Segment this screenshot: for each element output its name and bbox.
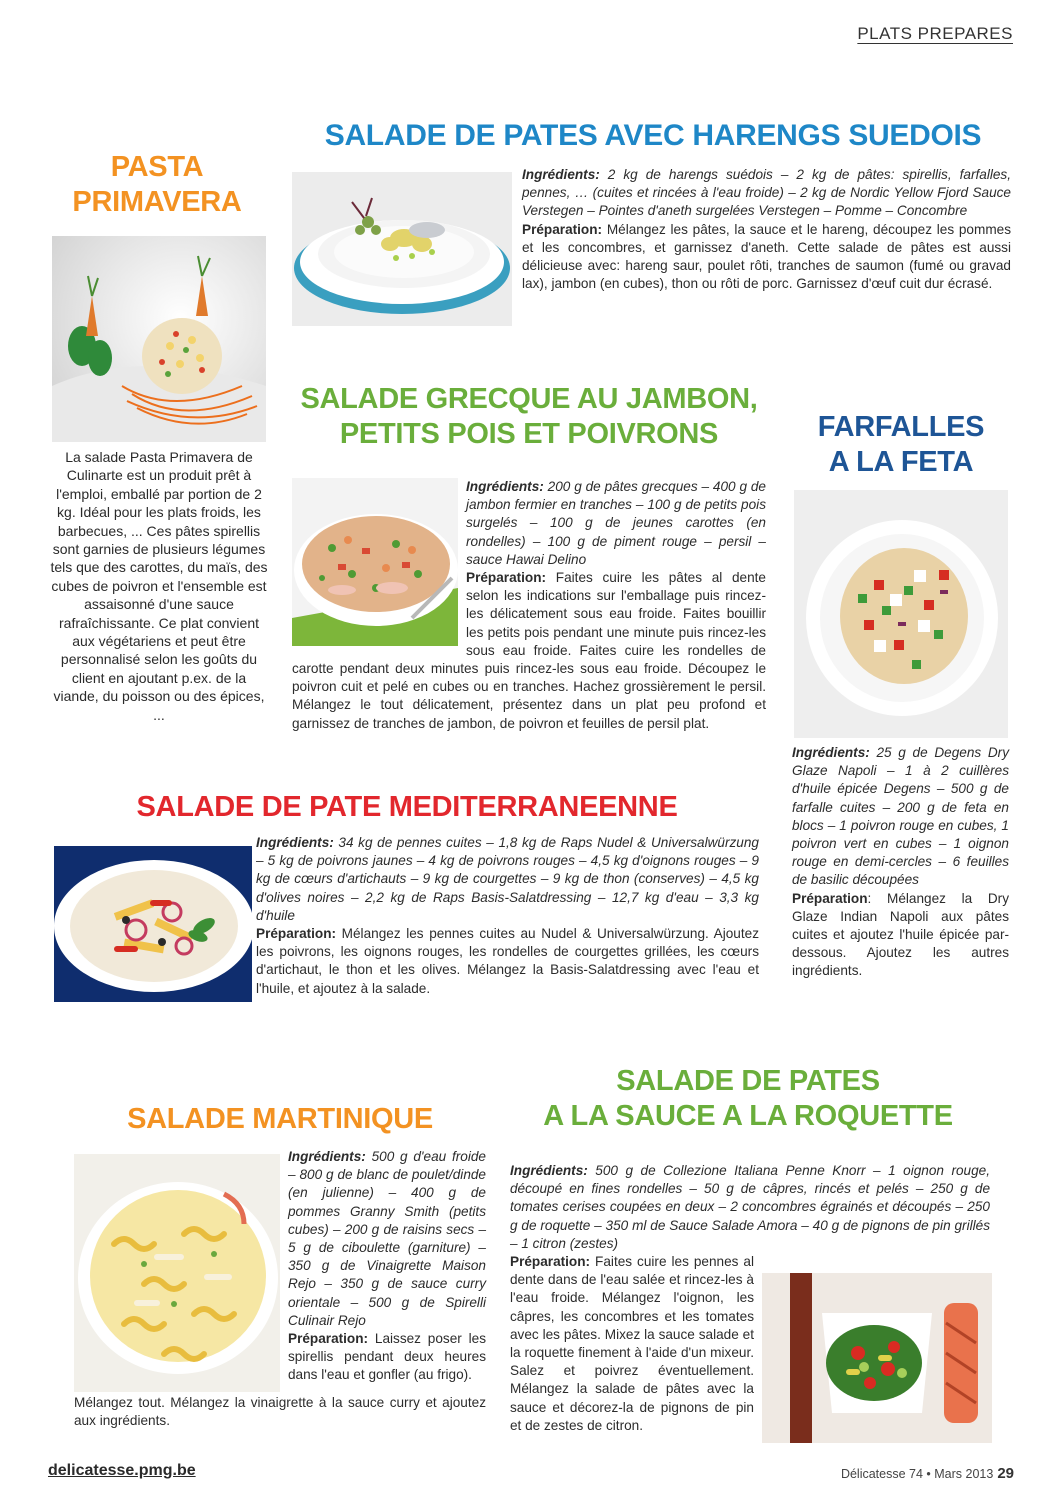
harengs-preparation-value: Mélangez les pâtes, la sauce et le hareng, découpez les pommes et les concombres, et garnissez d'aneth. Cette salade de pâtes est aussi délicieuse avec: hareng saur, poulet rôti, tranches de saumon (fumé ou gravad lax), jambon (en cubes), thon ou rôti de porc. Garnissez d'œuf cuit dur écrasé.	[522, 221, 1011, 292]
martinique-photo	[74, 1154, 280, 1392]
primavera-title	[62, 150, 252, 221]
grecque-text	[292, 478, 766, 733]
roquette-ingredients	[510, 1162, 990, 1253]
section-tag: PLATS PREPARES	[857, 24, 1013, 43]
roquette-ingredients-value: 500 g de Collezione Italiana Penne Knorr – 1 oignon rouge, découpé en fines rondelles – 50 g de câpres, rincés et pelés – 250 g de tomates cerises coupées en deux – 2 concombres égrainés et découpés – 250 g de roquette – 350 ml de Sauce Salade Amora – 40 g de pignons de pin grillés – 1 citron (zestes)	[510, 1163, 990, 1251]
feta-photo	[794, 490, 1008, 738]
feta-photo-image	[794, 490, 1008, 738]
feta-ingredients-value: 25 g de Degens Dry Glaze Napoli – 1 à 2 cuillères d'huile épicée Degens – 500 g de farfalle cuites – 200 g de feta en blocs – 1 poivron rouge en cubes, 1 poivron vert en cubes – 1 oignon rouge en demi-cercles – 6 feuilles de basilic découpées	[792, 745, 1009, 888]
feta-preparation-value: : Mélangez la Dry Glaze Indian Napoli aux pâtes cuites et ajoutez l'huile épicée par-dessous. Ajoutez les autres ingrédients.	[792, 890, 1009, 979]
feta-preparation-label: Préparation	[792, 890, 868, 906]
martinique-preparation-cont: Mélangez tout. Mélangez la vinaigrette à la sauce curry et ajoutez aux ingrédients.	[74, 1395, 486, 1429]
grecque-ingredients-label: Ingrédients:	[466, 479, 544, 494]
harengs-ingredients-label: Ingrédients:	[522, 167, 600, 182]
roquette-preparation	[510, 1253, 990, 1435]
feta-title	[796, 410, 1006, 481]
harengs-ingredients	[522, 166, 1011, 221]
martinique-ingredients-value: 500 g d'eau froide – 800 g de blanc de poulet/dinde (en julienne) – 400 g de pommes Granny Smith (petits cubes) – 200 g de raisins secs – 5 g de ciboulette (garniture) – 350 g de Vinaigrette Maison Rejo – 350 g de sauce curry orientale – 500 g de Spirelli Culinair Rejo	[288, 1149, 486, 1328]
roquette-title-line1: SALADE DE PATES	[616, 1065, 880, 1097]
grecque-ingredients-value: 200 g de pâtes grecques – 400 g de jambon fermier en tranches – 100 g de petits pois surgelés – 100 g de jeunes carottes (en rondelles) – 100 g de piment rouge – persil – sauce Hawai Delino	[466, 479, 766, 567]
grecque-title-line1: SALADE GRECQUE AU JAMBON,	[300, 383, 758, 415]
mediterraneenne-ingredients-value: 34 kg de pennes cuites – 1,8 kg de Raps Nudel & Universalwürzung – 5 kg de poivrons jaunes – 4 kg de poivrons rouges – 4,5 kg d'oignons rouges – 9 kg de cœurs d'artichauts – 9 kg de courgettes – 9 kg de thon (conserves) – 4,5 kg d'olives noires – 2,2 kg de Raps Basis-Salatdressing – 12,7 kg d'eau – 3,3 kg d'huile	[256, 835, 759, 923]
feta-title-line1: FARFALLES	[817, 411, 985, 443]
feta-ingredients	[792, 744, 1009, 890]
primavera-text: La salade Pasta Primavera de Culinarte est un produit prêt à l'emploi, emballé par portion de 2 kg. Idéal pour les plats froids, les barbecues, ... Ces pâtes spirellis sont garnies de plusieurs légumes tels que des carottes, du maïs, des cubes de poivron et l'ensemble est assaisonné d'une sauce rafraîchissante. Ce plat convient aux végétariens et peut être personnalisé selon les goûts du client en ajoutant p.ex. de la viande, du poisson ou des épices, ...	[50, 449, 268, 723]
page-number: 29	[997, 1465, 1014, 1482]
harengs-ingredients-value: 2 kg de harengs suédois – 2 kg de pâtes: spirellis, farfalles, pennes, … (cuites et rincées à l'eau froide) – 2 kg de Nordic Yellow Fjord Sauce Verstegen – Pointes d'aneth surgelées Verstegen – Pomme – Concombre	[522, 167, 1011, 219]
primavera-photo	[52, 236, 266, 442]
mediterraneenne-preparation-label: Préparation:	[256, 926, 337, 942]
roquette-title-line2: A LA SAUCE A LA ROQUETTE	[543, 1100, 953, 1133]
mediterraneenne-title: SALADE DE PATE MEDITERRANEENNE	[136, 791, 678, 823]
roquette-preparation-label: Préparation:	[510, 1254, 591, 1270]
martinique-title: SALADE MARTINIQUE	[127, 1103, 433, 1135]
primavera-photo-image	[52, 236, 266, 442]
martinique-preparation-label: Préparation:	[288, 1331, 369, 1347]
harengs-photo	[292, 172, 512, 326]
martinique-ingredients-label: Ingrédients:	[288, 1149, 366, 1164]
grecque-preparation-label: Préparation:	[466, 570, 547, 586]
mediterraneenne-photo-image	[54, 846, 252, 1002]
grecque-photo	[292, 478, 458, 646]
feta-preparation	[792, 890, 1009, 981]
harengs-text	[522, 166, 1011, 293]
roquette-preparation-value: Faites cuire les pennes al dente dans de l'eau salée et rincez-les à l'eau froide. Mélangez l'oignon, les câpres, les concombres et les tomates avec les pâtes. Mixez la sauce salade et la roquette finement à l'aide d'un mixeur. Salez et poivrez éventuellement. Mélangez la salade de pâtes avec la sauce et décorez-la de pignons de pin et de zestes de citron.	[510, 1254, 754, 1433]
roquette-title	[520, 1064, 976, 1135]
harengs-title: SALADE DE PATES AVEC HARENGS SUEDOIS	[324, 119, 982, 152]
harengs-preparation-label: Préparation:	[522, 221, 603, 237]
roquette-photo	[762, 1273, 992, 1443]
mediterraneenne-photo	[54, 846, 252, 1002]
mediterraneenne-preparation	[256, 925, 759, 998]
harengs-photo-image	[292, 172, 512, 326]
footer-site-link[interactable]: delicatesse.pmg.be	[48, 1462, 196, 1479]
harengs-preparation	[522, 221, 1011, 294]
martinique-preparation-value: Laissez poser les spirellis pendant deux heures dans l'eau et gonfler (au frigo).	[288, 1331, 486, 1383]
feta-title-line2: A LA FETA	[828, 446, 974, 479]
feta-ingredients-label: Ingrédients:	[792, 745, 870, 760]
martinique-text	[74, 1148, 486, 1430]
primavera-title-line2: PRIMAVERA	[72, 186, 242, 219]
footer-issue-label: Délicatesse 74 • Mars 2013	[840, 1467, 994, 1481]
roquette-text	[510, 1162, 990, 1445]
mediterraneenne-ingredients	[256, 834, 759, 925]
feta-text	[792, 744, 1009, 981]
grecque-title	[292, 382, 766, 453]
footer-issue	[841, 1465, 1014, 1482]
mediterraneenne-text	[256, 834, 759, 998]
mediterraneenne-preparation-value: Mélangez les pennes cuites au Nudel & Universalwürzung. Ajoutez les poivrons, les oignons rouges, les rondelles de courgettes grillées, les cœurs d'artichaut, le thon et les olives. Mélangez la Basis-Salatdressing avec l'eau et l'huile, et ajoutez à la salade.	[256, 926, 759, 996]
grecque-preparation-value: Faites cuire les pâtes al dente selon les indications sur l'emballage puis rincez-les délicatement sous eau froide. Faites bouillir les petits pois pendant une minute puis rincez-les sous eau froide. Faites cuire les rondelles de carotte pendant deux minutes puis rincez-les sous eau froide. Découpez le poivron cuit et pelé en cubes ou en tranches. Hachez grossièrement le persil. Mélangez le tout délicatement, présentez dans un plat peu profond et garnissez de tranches de jambon, de poivron et feuilles de persil plat.	[292, 570, 766, 731]
mediterraneenne-ingredients-label: Ingrédients:	[256, 835, 334, 850]
roquette-ingredients-label: Ingrédients:	[510, 1163, 588, 1178]
primavera-title-line1: PASTA	[110, 151, 204, 183]
grecque-title-line2: PETITS POIS ET POIVRONS	[339, 418, 719, 451]
